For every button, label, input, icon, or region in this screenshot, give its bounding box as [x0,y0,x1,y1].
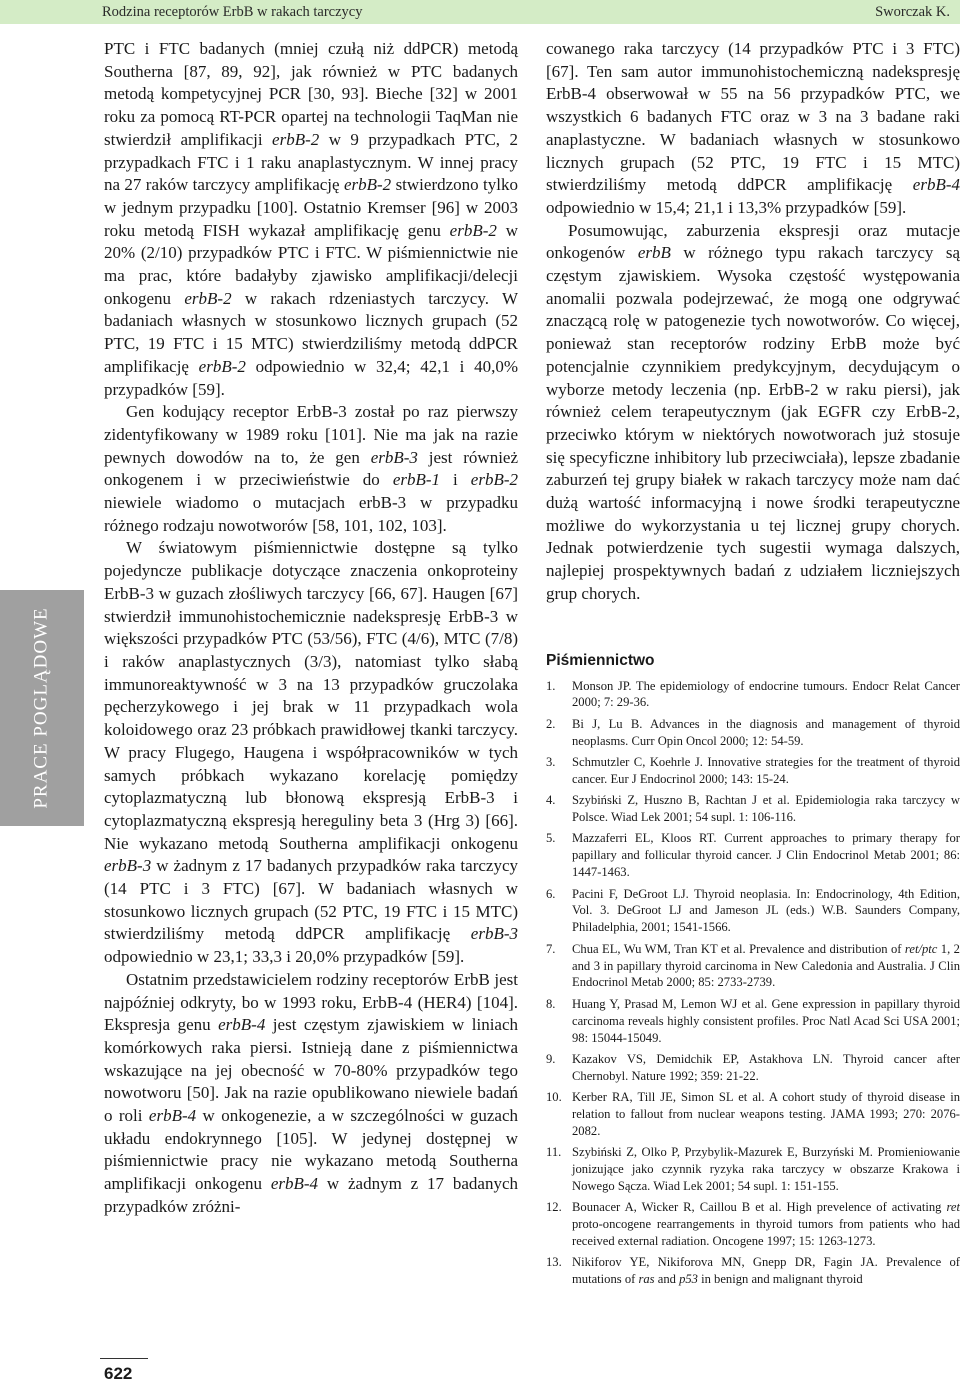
reference-item [546,1199,960,1250]
reference-number: 4. [546,793,556,808]
reference-text: Huang Y, Prasad M, Lemon WJ et al. Gene expression in papillary thyroid carcinoma reveals highly consistent profiles. Proc Natl Acad Sci USA 2001; 98: 15044-15049. [572,996,960,1045]
right_column-paragraph: cowanego raka tarczycy (14 przypadków PTC i 3 FTC) [67]. Ten sam autor immunohistochemiczną nadekspresję ErbB-4 obserwował w 55 na 56 przypadków PTC, we wszystkich 6 badanych FTC oraz w 3 na 3 badane raki anaplastyczne. W badaniach własnych w stosunkowo licznych grupach (52 PTC, 19 FTC i 15 MTC) stwierdziliśmy metodą ddPCR amplifikację erbB-4 odpowiednio w 15,4; 21,1 i 13,3% przypadków [59]. [546,39,960,217]
reference-item [546,1254,960,1288]
reference-item [546,941,960,992]
reference-text: Schmutzler C, Koehrle J. Innovative strategies for the treatment of thyroid cancer. Eur J Endocrinol 2000; 143: 15-24. [572,754,960,786]
reference-number: 2. [546,716,556,731]
reference-item [546,716,960,750]
reference-text: Monson JP. The epidemiology of endocrine tumours. Endocr Relat Cancer 2000; 7: 29-36. [572,678,960,710]
reference-text: Pacini F, DeGroot LJ. Thyroid neoplasia. In: Endocrinology, 4th Edition, Vol. 3. DeGroot LJ and Jameson JL (eds.) W.B. Saunders Company, Philadelphia, 2001; 1541-1566. [572,886,960,935]
reference-item [546,792,960,826]
reference-item [546,1089,960,1140]
reference-number: 6. [546,886,556,901]
right-column-body [546,38,960,606]
reference-number: 12. [546,1200,562,1215]
left_column-paragraph: W światowym piśmiennictwie dostępne są tylko pojedyncze publikacje dotyczące znaczenia onkoproteiny ErbB-3 w guzach złośliwych tarczycy [66, 67]. Haugen [67] stwierdził immunohistochemicznie nadekspresję ErbB-3 w większości przypadków PTC (53/56), FTC (4/6), MTC (7/8) i raków anaplastycznych (3/3), natomiast tylko słabą immunoreaktywność w 3 na 13 przypadków gruczolaka pęcherzykowego i jej brak w 11 przypadkach wola koloidowego oraz 23 próbkach prawidłowej tkanki tarczycy. W pracy Flugego, Haugena i współpracowników w tych samych próbkach wykazano korelację pomiędzy cytoplazmatyczną lub błonową ekspresją ErbB-3 i cytoplazmatyczną ekspresją hereguliny beta 3 (Hrg 3) [66]. Nie wykazano metodą Southerna amplifikacji onkogenu erbB-3 w żadnym z 17 badanych przypadków raka tarczycy (14 PTC i 3 FTC) [67]. W badaniach własnych w stosunkowo licznych grupach (52 PTC, 19 FTC i 15 MTC) stwierdziliśmy metodą ddPCR amplifikację erbB-3 odpowiednio w 23,1; 33,3 i 20,0% przypadków [59]. [104,538,518,967]
reference-text: Szybiński Z, Huszno B, Rachtan J et al. Epidemiologia raka tarczycy w Polsce. Wiad Lek 2001; 54 supl. 1: 106-116. [572,793,960,825]
header-title: Rodzina receptorów ErbB w rakach tarczycy [102,3,363,20]
reference-number: 10. [546,1090,562,1105]
reference-number: 11. [546,1145,562,1160]
reference-text: Kerber RA, Till JE, Simon SL et al. A cohort study of thyroid disease in relation to fallout from nuclear weapons testing. JAMA 1993; 270: 2076-2082. [572,1090,960,1138]
header-author: Sworczak K. [875,3,950,20]
reference-text: Nikiforov YE, Nikiforova MN, Gnepp DR, Fagin JA. Prevalence of mutations of ras and p53 in benign and malignant thyroid [572,1255,960,1287]
reference-item [546,678,960,712]
reference-text: Szybiński Z, Olko P, Przybylik-Mazurek E, Burzyński M. Promieniowanie jonizujące jako czynnik ryzyka raka tarczycy w obszarze Krakowa i Nowego Sącza. Wiad Lek 2001; 54 supl. 1: 151-155. [572,1145,960,1193]
references-list [546,678,960,1289]
reference-text: Chua EL, Wu WM, Tran KT et al. Prevalence and distribution of ret/ptc 1, 2 and 3 in papillary thyroid carcinoma in New Caledonia and Australia. J Clin Endocrinol Metab 2000; 85: 2733-2739. [572,941,960,990]
reference-item [546,996,960,1047]
reference-number: 7. [546,941,556,956]
reference-text: Bounacer A, Wicker R, Caillou B et al. High prevelence of activating ret proto-oncogene rearrangements in thyroid tumors from patients who had received external radiation. Oncogene 1997; 15: 1263-1273. [572,1200,960,1249]
reference-item [546,886,960,937]
reference-item [546,754,960,788]
reference-number: 13. [546,1255,562,1270]
section-label: PRACE POGLĄDOWE [31,607,52,809]
section-sidebar-tab [0,590,84,826]
reference-text: Bi J, Lu B. Advances in the diagnosis and management of thyroid neoplasms. Curr Opin Oncol 2000; 12: 54-59. [572,716,960,748]
reference-text: Kazakov VS, Demidchik EP, Astakhova LN. Thyroid cancer after Chernobyl. Nature 1992; 359: 21-22. [572,1051,960,1083]
reference-text: Mazzaferri EL, Kloos RT. Current approaches to primary therapy for papillary and follicular thyroid cancer. J Clin Endocrinol Metab 2001; 86: 1447-1463. [572,831,960,880]
reference-number: 5. [546,831,556,846]
page-number-rule [100,1358,148,1359]
page-number: 622 [104,1364,133,1383]
reference-number: 1. [546,678,556,693]
reference-item [546,830,960,881]
left_column-paragraph: PTC i FTC badanych (mniej czułą niż ddPCR) metodą Southerna [87, 89, 92], jak również w PTC badanych metodą kompetycyjnej PCR [30, 93]. Bieche [32] w 2001 roku za pomocą RT-PCR opartej na technologii TaqMan nie stwierdził amplifikacji erbB-2 w 9 przypadkach PTC, 2 przypadkach FTC i 1 raku anaplastycznym. W innej pracy na 27 raków tarczycy amplifikację erbB-2 stwierdzono tylko w jednym przypadku [100]. Ostatnio Kremser [96] w 2003 roku metodą FISH wykazał amplifikację genu erbB-2 w 20% (2/10) przypadków PTC i FTC. W piśmiennictwie nie ma prac, które badałyby zjawisko amplifikacji/delecji onkogenu erbB-2 w rakach rdzeniastych tarczycy. W badaniach własnych w stosunkowo licznych grupach (52 PTC, 19 FTC i 15 MTC) stwierdziliśmy metodą ddPCR amplifikację erbB-2 odpowiednio w 32,4; 42,1 i 40,0% przypadków [59]. [104,39,519,399]
left_column-paragraph: Gen kodujący receptor ErbB-3 został po raz pierwszy zidentyfikowany w 1989 roku [101]. Nie ma jak na razie pewnych dowodów na to, że gen erbB-3 jest również onkogenem i w przeciwieństwie do erbB-1 i erbB-2 niewiele wiadomo o mutacjach erbB-3 w przypadku różnego rodzaju nowotworów [58, 101, 102, 103]. [104,402,519,535]
reference-number: 3. [546,754,556,769]
reference-item [546,1051,960,1085]
left_column-paragraph: Ostatnim przedstawicielem rodziny receptorów ErbB jest najpóźniej odkryty, bo w 1993 roku, ErbB-4 (HER4) [104]. Ekspresja genu erbB-4 jest częstym zjawiskiem w liniach komórkowych raka piersi. Istnieją dane z piśmiennictwa wskazujące na jej obecność w 70-80% przypadków tego nowotworu [50]. Jak na razie opublikowano niewiele badań o roli erbB-4 w onkogenezie, a w szczególności w guzach układu endokrynnego [105]. W jedynej dostępnej w piśmiennictwie pracy nie wykazano metodą Southerna amplifikacji onkogenu erbB-4 w żadnym z 17 badanych przypadków zróżni- [104,969,519,1216]
right-column [546,38,960,1293]
right_column-paragraph: Posumowując, zaburzenia ekspresji oraz mutacje onkogenów erbB w różnego typu rakach tarczycy są częstym zjawiskiem. Wysoka częstość występowania anomalii pozwala podejrzewać, że mogą one odgrywać znaczącą rolę w patogenezie tych nowotworów. Co więcej, ponieważ stan receptorów rodziny ErbB może być potencjalnie czynnikiem predykcyjnym, decydującym o wyborze metody leczenia (np. ErbB-2 w raku piersi), jak również celem terapeutycznym (jak EGFR czy ErbB-2, przeciwko którym w niektórych nowotworach już stosuje się specyficzne inhibitory lub przeciwciała), lepsze zbadanie zaburzeń tej grupy białek w rakach tarczycy może nam dać dużą wartość informacyjną i nowe środki terapeutyczne możliwe do wykorzystania u tej licznej grupy chorych. Jednak potwierdzenie tych sugestii wymaga dalszych, najlepiej prospektywnych badań z udziałem liczniejszych grup chorych. [546,220,960,603]
reference-item [546,1144,960,1195]
reference-number: 8. [546,996,556,1011]
references-heading: Piśmiennictwo [546,651,655,669]
reference-number: 9. [546,1051,556,1066]
left-column [104,38,518,1219]
running-header [0,0,960,24]
